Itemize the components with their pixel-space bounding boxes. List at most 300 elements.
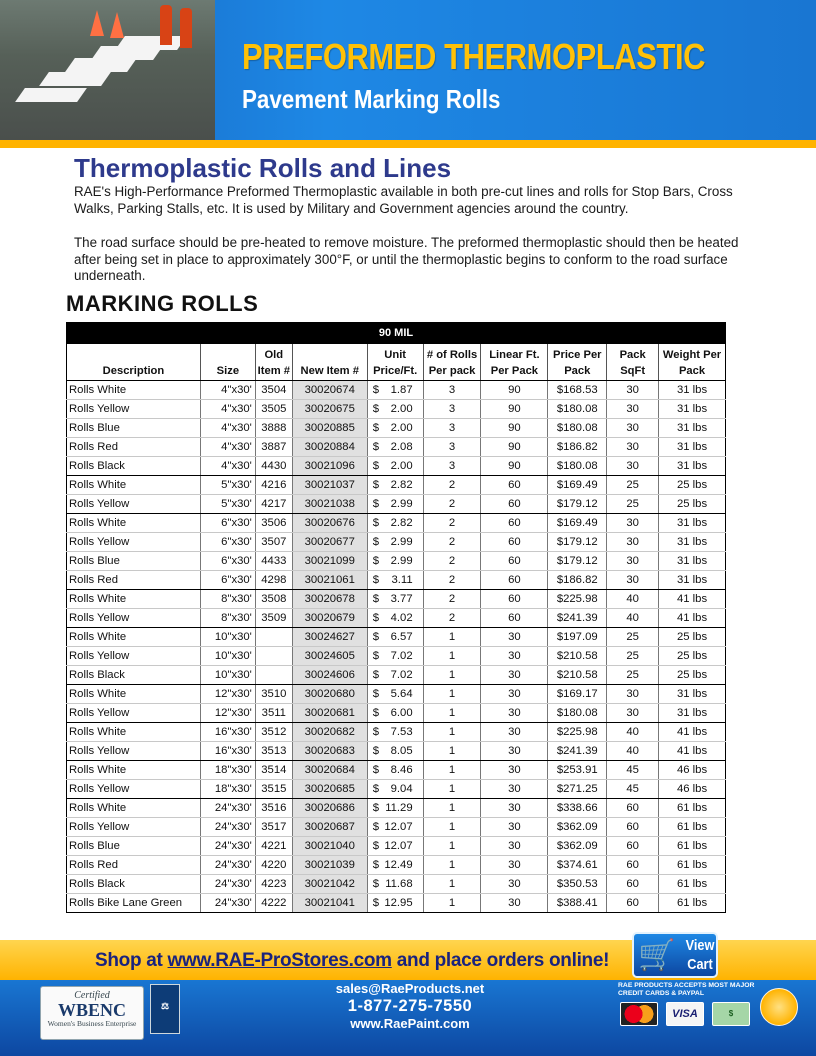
shop-text: [95, 950, 609, 972]
cell-linear-ft: 30: [481, 723, 548, 742]
cell-weight: 31 lbs: [659, 419, 726, 438]
cell-description: Rolls White: [67, 514, 201, 533]
table-row: [67, 552, 726, 571]
cell-unit-price: [367, 438, 423, 457]
cell-weight: 31 lbs: [659, 400, 726, 419]
table-row: [67, 438, 726, 457]
cell-old-item: 3517: [255, 818, 292, 837]
cell-description: Rolls White: [67, 476, 201, 495]
shop-link[interactable]: www.RAE-ProStores.com: [167, 950, 392, 971]
currency-symbol: $: [372, 536, 379, 548]
unit-price-value: 4.02: [390, 612, 413, 624]
wbenc-name: WBENC: [57, 1000, 126, 1020]
cell-description: Rolls Yellow: [67, 533, 201, 552]
cell-description: Rolls Black: [67, 666, 201, 685]
cell-unit-price: [367, 590, 423, 609]
cell-old-item: 4216: [255, 476, 292, 495]
cell-size: 18"x30': [200, 761, 255, 780]
cell-size: 6"x30': [200, 571, 255, 590]
cell-description: Rolls Blue: [67, 419, 201, 438]
cell-unit-price: [367, 875, 423, 894]
unit-price-value: 11.68: [385, 878, 413, 890]
currency-symbol: $: [372, 802, 379, 814]
cell-size: 6"x30': [200, 552, 255, 571]
cell-pack-sqft: 60: [607, 875, 659, 894]
cell-weight: 46 lbs: [659, 761, 726, 780]
cell-price-per-pack: $338.66: [548, 799, 607, 818]
table-row: [67, 590, 726, 609]
cell-rolls-per-pack: 2: [423, 495, 481, 514]
cell-price-per-pack: $186.82: [548, 438, 607, 457]
cell-size: 10"x30': [200, 666, 255, 685]
cell-pack-sqft: 60: [607, 818, 659, 837]
cell-size: 24"x30': [200, 818, 255, 837]
col-header-weight: Weight Per Pack: [659, 344, 726, 381]
cash-icon: $: [712, 1002, 750, 1026]
header-accent-bar: [0, 140, 816, 148]
cell-description: Rolls Yellow: [67, 647, 201, 666]
header-title: PREFORMED THERMOPLASTIC: [242, 36, 706, 77]
cell-pack-sqft: 30: [607, 571, 659, 590]
cell-pack-sqft: 30: [607, 400, 659, 419]
cell-price-per-pack: $197.09: [548, 628, 607, 647]
unit-price-value: 7.02: [390, 669, 413, 681]
cell-old-item: [255, 628, 292, 647]
cell-pack-sqft: 25: [607, 666, 659, 685]
traffic-barrier-icon: [110, 12, 124, 38]
cell-description: Rolls Black: [67, 457, 201, 476]
cell-unit-price: [367, 818, 423, 837]
cell-pack-sqft: 45: [607, 761, 659, 780]
cell-description: Rolls White: [67, 381, 201, 400]
table-row: [67, 875, 726, 894]
table-row: [67, 761, 726, 780]
cell-linear-ft: 30: [481, 742, 548, 761]
cell-linear-ft: 30: [481, 761, 548, 780]
table-row: [67, 780, 726, 799]
cell-weight: 61 lbs: [659, 799, 726, 818]
cell-rolls-per-pack: 1: [423, 875, 481, 894]
cell-linear-ft: 30: [481, 837, 548, 856]
wbenc-full-name: Women's Business Enterprise: [47, 1019, 137, 1028]
cell-weight: 61 lbs: [659, 875, 726, 894]
unit-price-value: 12.95: [384, 897, 413, 909]
currency-symbol: $: [372, 764, 379, 776]
cell-linear-ft: 30: [481, 799, 548, 818]
cell-old-item: 4221: [255, 837, 292, 856]
crosswalk-stripe: [115, 36, 187, 50]
cell-price-per-pack: $180.08: [548, 419, 607, 438]
cell-description: Rolls White: [67, 628, 201, 647]
cell-old-item: 3506: [255, 514, 292, 533]
cell-description: Rolls Red: [67, 438, 201, 457]
cell-size: 6"x30': [200, 533, 255, 552]
cell-rolls-per-pack: 2: [423, 533, 481, 552]
unit-price-value: 8.46: [390, 764, 413, 776]
cell-price-per-pack: $210.58: [548, 647, 607, 666]
cell-new-item: 30020682: [292, 723, 367, 742]
unit-price-value: 11.29: [385, 802, 413, 814]
cell-unit-price: [367, 609, 423, 628]
cell-size: 4"x30': [200, 419, 255, 438]
cell-new-item: 30024605: [292, 647, 367, 666]
currency-symbol: $: [372, 384, 379, 396]
cell-unit-price: [367, 495, 423, 514]
header-subtitle: Pavement Marking Rolls: [242, 84, 501, 114]
cell-size: 10"x30': [200, 647, 255, 666]
cell-price-per-pack: $362.09: [548, 818, 607, 837]
cell-linear-ft: 30: [481, 875, 548, 894]
cell-pack-sqft: 60: [607, 837, 659, 856]
currency-symbol: $: [372, 688, 379, 700]
cell-unit-price: [367, 856, 423, 875]
marking-rolls-table-container: [66, 322, 726, 913]
currency-symbol: $: [372, 669, 379, 681]
cell-rolls-per-pack: 3: [423, 457, 481, 476]
cell-weight: 25 lbs: [659, 628, 726, 647]
cell-price-per-pack: $362.09: [548, 837, 607, 856]
table-row: [67, 818, 726, 837]
cell-rolls-per-pack: 1: [423, 837, 481, 856]
contact-website[interactable]: www.RaePaint.com: [350, 1016, 470, 1031]
cell-unit-price: [367, 571, 423, 590]
cell-new-item: 30020680: [292, 685, 367, 704]
cell-weight: 31 lbs: [659, 514, 726, 533]
cell-description: Rolls Yellow: [67, 742, 201, 761]
cell-new-item: 30020679: [292, 609, 367, 628]
cell-old-item: 4223: [255, 875, 292, 894]
cell-size: 24"x30': [200, 875, 255, 894]
currency-symbol: $: [372, 593, 379, 605]
cell-rolls-per-pack: 1: [423, 647, 481, 666]
unit-price-value: 3.77: [390, 593, 413, 605]
cell-price-per-pack: $180.08: [548, 704, 607, 723]
table-row: [67, 856, 726, 875]
cell-pack-sqft: 60: [607, 856, 659, 875]
cell-size: 12"x30': [200, 685, 255, 704]
cell-new-item: 30020674: [292, 381, 367, 400]
col-header-rolls-per-pack: # of Rolls Per pack: [423, 344, 481, 381]
cell-linear-ft: 60: [481, 476, 548, 495]
cell-linear-ft: 90: [481, 419, 548, 438]
wbenc-logo: [40, 986, 144, 1040]
cell-price-per-pack: $253.91: [548, 761, 607, 780]
cell-linear-ft: 30: [481, 666, 548, 685]
cell-size: 6"x30': [200, 514, 255, 533]
cell-weight: 61 lbs: [659, 894, 726, 913]
currency-symbol: $: [372, 460, 379, 472]
shop-prefix: Shop at: [95, 950, 168, 971]
cell-rolls-per-pack: 1: [423, 799, 481, 818]
table-row: [67, 742, 726, 761]
cell-old-item: 3510: [255, 685, 292, 704]
cell-old-item: 3887: [255, 438, 292, 457]
cell-size: 5"x30': [200, 495, 255, 514]
cell-old-item: 3515: [255, 780, 292, 799]
contact-email[interactable]: sales@RaeProducts.net: [335, 981, 485, 996]
currency-symbol: $: [372, 745, 379, 757]
cell-pack-sqft: 30: [607, 552, 659, 571]
section-title: MARKING ROLLS: [66, 291, 259, 316]
view-cart-label: View Cart: [685, 937, 715, 973]
unit-price-value: 2.82: [390, 479, 413, 491]
cell-linear-ft: 60: [481, 571, 548, 590]
cell-unit-price: [367, 552, 423, 571]
cell-old-item: [255, 647, 292, 666]
cell-old-item: 3511: [255, 704, 292, 723]
cell-rolls-per-pack: 2: [423, 476, 481, 495]
cell-old-item: 3504: [255, 381, 292, 400]
table-row: [67, 628, 726, 647]
col-header-old-item: Old Item #: [255, 344, 292, 381]
cell-new-item: 30020687: [292, 818, 367, 837]
currency-symbol: $: [372, 612, 379, 624]
cell-weight: 41 lbs: [659, 590, 726, 609]
cell-rolls-per-pack: 2: [423, 571, 481, 590]
table-row: [67, 799, 726, 818]
cell-linear-ft: 60: [481, 514, 548, 533]
cell-rolls-per-pack: 3: [423, 419, 481, 438]
cell-weight: 31 lbs: [659, 381, 726, 400]
cell-rolls-per-pack: 3: [423, 400, 481, 419]
table-row: [67, 723, 726, 742]
cell-unit-price: [367, 628, 423, 647]
cell-new-item: 30020678: [292, 590, 367, 609]
cell-unit-price: [367, 685, 423, 704]
cell-new-item: 30020885: [292, 419, 367, 438]
cell-weight: 31 lbs: [659, 457, 726, 476]
cell-new-item: 30020684: [292, 761, 367, 780]
cell-size: 12"x30': [200, 704, 255, 723]
cell-linear-ft: 90: [481, 457, 548, 476]
cell-linear-ft: 30: [481, 818, 548, 837]
cell-weight: 41 lbs: [659, 742, 726, 761]
cell-price-per-pack: $169.17: [548, 685, 607, 704]
cell-pack-sqft: 45: [607, 780, 659, 799]
cell-price-per-pack: $186.82: [548, 571, 607, 590]
cell-size: 16"x30': [200, 742, 255, 761]
cell-linear-ft: 90: [481, 381, 548, 400]
cell-linear-ft: 30: [481, 856, 548, 875]
wbenc-certified-text: Certified: [74, 990, 110, 1001]
currency-symbol: $: [372, 422, 379, 434]
cell-linear-ft: 90: [481, 400, 548, 419]
currency-symbol: $: [372, 631, 379, 643]
cell-rolls-per-pack: 1: [423, 685, 481, 704]
unit-price-value: 2.08: [390, 441, 413, 453]
cell-price-per-pack: $210.58: [548, 666, 607, 685]
cell-price-per-pack: $271.25: [548, 780, 607, 799]
cell-pack-sqft: 40: [607, 609, 659, 628]
view-cart-button[interactable]: [632, 932, 718, 978]
cell-size: 24"x30': [200, 894, 255, 913]
worker-figure: [180, 8, 192, 48]
cell-old-item: 3513: [255, 742, 292, 761]
cell-description: Rolls Blue: [67, 552, 201, 571]
cell-old-item: 3512: [255, 723, 292, 742]
cell-unit-price: [367, 381, 423, 400]
table-row: [67, 704, 726, 723]
cell-weight: 31 lbs: [659, 704, 726, 723]
cell-description: Rolls Yellow: [67, 495, 201, 514]
cell-description: Rolls Yellow: [67, 818, 201, 837]
cell-weight: 25 lbs: [659, 666, 726, 685]
currency-symbol: $: [372, 441, 379, 453]
cell-linear-ft: 60: [481, 590, 548, 609]
unit-price-value: 2.00: [390, 460, 413, 472]
currency-symbol: $: [372, 878, 379, 890]
table-row: [67, 495, 726, 514]
table-row: [67, 666, 726, 685]
cell-old-item: 3505: [255, 400, 292, 419]
cell-description: Rolls White: [67, 799, 201, 818]
cell-weight: 25 lbs: [659, 495, 726, 514]
cell-pack-sqft: 30: [607, 514, 659, 533]
cell-old-item: 3509: [255, 609, 292, 628]
bbb-badge-icon: ⚖: [150, 984, 180, 1034]
cell-description: Rolls White: [67, 723, 201, 742]
cell-unit-price: [367, 894, 423, 913]
cell-rolls-per-pack: 2: [423, 590, 481, 609]
cell-weight: 25 lbs: [659, 476, 726, 495]
cell-description: Rolls Yellow: [67, 704, 201, 723]
currency-symbol: $: [372, 574, 379, 586]
cell-size: 24"x30': [200, 837, 255, 856]
cell-price-per-pack: $180.08: [548, 400, 607, 419]
cell-price-per-pack: $169.49: [548, 476, 607, 495]
cell-price-per-pack: $241.39: [548, 609, 607, 628]
cell-description: Rolls White: [67, 590, 201, 609]
cell-rolls-per-pack: 2: [423, 609, 481, 628]
cell-pack-sqft: 25: [607, 476, 659, 495]
cell-new-item: 30020685: [292, 780, 367, 799]
col-header-new-item: New Item #: [292, 344, 367, 381]
cell-old-item: 4220: [255, 856, 292, 875]
cell-unit-price: [367, 457, 423, 476]
cell-pack-sqft: 30: [607, 381, 659, 400]
cell-linear-ft: 60: [481, 533, 548, 552]
cell-new-item: 30020681: [292, 704, 367, 723]
cell-unit-price: [367, 647, 423, 666]
cell-price-per-pack: $225.98: [548, 590, 607, 609]
cell-price-per-pack: $179.12: [548, 552, 607, 571]
cell-description: Rolls Yellow: [67, 400, 201, 419]
cell-size: 10"x30': [200, 628, 255, 647]
cell-description: Rolls White: [67, 761, 201, 780]
contact-phone[interactable]: 1-877-275-7550: [347, 997, 473, 1015]
cell-price-per-pack: $374.61: [548, 856, 607, 875]
cell-new-item: 30020677: [292, 533, 367, 552]
cell-new-item: 30020675: [292, 400, 367, 419]
unit-price-value: 1.87: [390, 384, 413, 396]
currency-symbol: $: [372, 707, 379, 719]
cell-old-item: 3507: [255, 533, 292, 552]
col-header-pack-sqft: Pack SqFt: [607, 344, 659, 381]
cell-old-item: 3514: [255, 761, 292, 780]
cell-linear-ft: 30: [481, 704, 548, 723]
currency-symbol: $: [372, 859, 379, 871]
cell-price-per-pack: $350.53: [548, 875, 607, 894]
currency-symbol: $: [372, 783, 379, 795]
cell-description: Rolls Yellow: [67, 780, 201, 799]
cell-description: Rolls Red: [67, 856, 201, 875]
table-row: [67, 400, 726, 419]
cell-weight: 31 lbs: [659, 552, 726, 571]
table-row: [67, 571, 726, 590]
cell-unit-price: [367, 761, 423, 780]
unit-price-value: 12.07: [384, 821, 413, 833]
marking-rolls-table: [66, 322, 726, 913]
table-row: [67, 647, 726, 666]
cell-size: 8"x30': [200, 609, 255, 628]
cell-unit-price: [367, 514, 423, 533]
table-row: [67, 381, 726, 400]
unit-price-value: 2.99: [390, 536, 413, 548]
col-header-unit-price: Unit Price/Ft.: [367, 344, 423, 381]
cell-linear-ft: 60: [481, 552, 548, 571]
cell-old-item: 3508: [255, 590, 292, 609]
currency-symbol: $: [372, 517, 379, 529]
cell-old-item: 4217: [255, 495, 292, 514]
cell-unit-price: [367, 799, 423, 818]
cell-weight: 31 lbs: [659, 533, 726, 552]
table-row: [67, 533, 726, 552]
cell-new-item: 30021037: [292, 476, 367, 495]
cell-old-item: [255, 666, 292, 685]
unit-price-value: 2.00: [390, 403, 413, 415]
cell-weight: 61 lbs: [659, 856, 726, 875]
cell-price-per-pack: $179.12: [548, 495, 607, 514]
cell-description: Rolls Red: [67, 571, 201, 590]
cell-linear-ft: 30: [481, 647, 548, 666]
cell-rolls-per-pack: 1: [423, 894, 481, 913]
cell-new-item: 30021041: [292, 894, 367, 913]
currency-symbol: $: [372, 479, 379, 491]
header-photo-crosswalk: [0, 0, 215, 140]
cell-description: Rolls Blue: [67, 837, 201, 856]
cell-pack-sqft: 25: [607, 647, 659, 666]
cell-old-item: 3888: [255, 419, 292, 438]
cell-size: 8"x30': [200, 590, 255, 609]
cell-new-item: 30020683: [292, 742, 367, 761]
paypal-seal-icon: [760, 988, 798, 1026]
cell-rolls-per-pack: 1: [423, 761, 481, 780]
currency-symbol: $: [372, 821, 379, 833]
cell-price-per-pack: $179.12: [548, 533, 607, 552]
cell-size: 24"x30': [200, 799, 255, 818]
cell-new-item: 30021061: [292, 571, 367, 590]
cell-price-per-pack: $180.08: [548, 457, 607, 476]
cell-description: Rolls White: [67, 685, 201, 704]
cell-unit-price: [367, 742, 423, 761]
cell-new-item: 30020676: [292, 514, 367, 533]
unit-price-value: 8.05: [390, 745, 413, 757]
crosswalk-stripe: [15, 88, 87, 102]
unit-price-value: 9.04: [390, 783, 413, 795]
currency-symbol: $: [372, 650, 379, 662]
cell-pack-sqft: 30: [607, 419, 659, 438]
cell-pack-sqft: 60: [607, 894, 659, 913]
cell-price-per-pack: $388.41: [548, 894, 607, 913]
cell-old-item: 4433: [255, 552, 292, 571]
table-row: [67, 514, 726, 533]
col-header-description: Description: [67, 344, 201, 381]
cell-unit-price: [367, 533, 423, 552]
cell-weight: 61 lbs: [659, 837, 726, 856]
cell-rolls-per-pack: 1: [423, 704, 481, 723]
table-row: [67, 685, 726, 704]
cell-new-item: 30024627: [292, 628, 367, 647]
